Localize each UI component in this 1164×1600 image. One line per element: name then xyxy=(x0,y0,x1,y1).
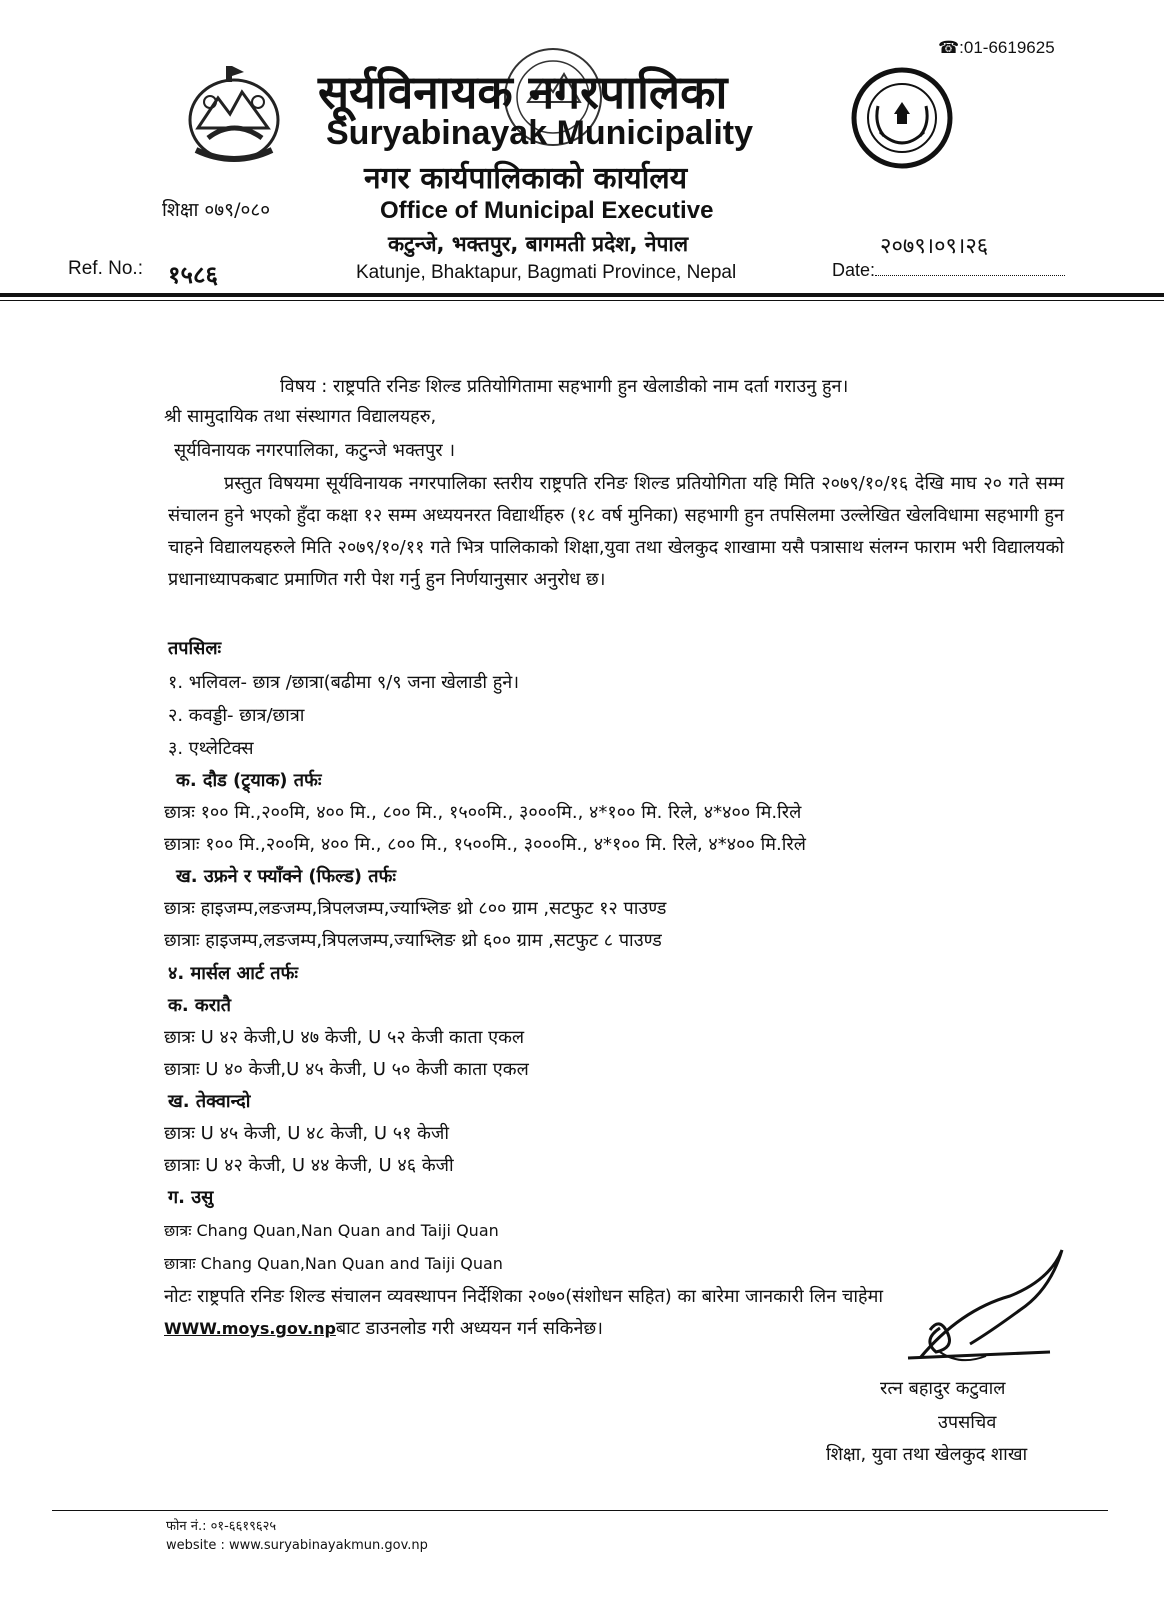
schedule-subheading: ख. उफ्रने र फ्याँक्ने (फिल्ड) तर्फः xyxy=(176,866,397,887)
schedule-subheading: क. करातै xyxy=(168,995,232,1016)
header-rule-thick xyxy=(0,293,1164,297)
schedule-item: ३. एथ्लेटिक्स xyxy=(168,738,254,759)
signatory-section: शिक्षा, युवा तथा खेलकुद शाखा xyxy=(826,1444,1028,1465)
schedule-item: छात्राः Chang Quan,Nan Quan and Taiji Quan xyxy=(164,1254,503,1273)
municipality-name-np: सूर्यविनायक नगरपालिका xyxy=(318,65,728,119)
nepal-emblem-icon xyxy=(178,58,290,168)
signature-icon xyxy=(900,1240,1080,1380)
note-line-2 xyxy=(164,1316,603,1340)
date-value: २०७९।०९।२६ xyxy=(880,234,989,259)
footer-website[interactable]: website : www.suryabinayakmun.gov.np xyxy=(166,1538,428,1553)
schedule-item: छात्रः Chang Quan,Nan Quan and Taiji Quan xyxy=(164,1221,499,1240)
schedule-item: छात्राः १०० मि.,२००मि, ४०० मि., ८०० मि., १५००मि., ३०००मि., ४*१०० मि. रिले, ४*४०० मि.रिले xyxy=(164,834,806,855)
schedule-item: छात्रः U ४५ केजी, U ४८ केजी, U ५१ केजी xyxy=(164,1123,449,1144)
header-rule-thin xyxy=(0,300,1164,301)
recipient-line-1: श्री सामुदायिक तथा संस्थागत विद्यालयहरु, xyxy=(164,406,437,427)
schedule-subheading: ख. तेक्वान्दो xyxy=(168,1091,251,1112)
ref-number: १५८६ xyxy=(168,261,218,289)
schedule-item: छात्रः U ४२ केजी,U ४७ केजी, U ५२ केजी काता एकल xyxy=(164,1027,525,1048)
note-line-2-text: बाट डाउनलोड गरी अध्ययन गर्न सकिनेछ। xyxy=(335,1318,603,1339)
fiscal-ref: शिक्षा ०७९/०८० xyxy=(162,199,271,221)
schedule-subheading: क. दौड (ट्र्याक) तर्फः xyxy=(176,770,322,791)
schedule-item: २. कवड्डी- छात्र/छात्रा xyxy=(168,705,305,726)
moys-link[interactable]: WWW.moys.gov.np xyxy=(164,1319,336,1338)
ref-label: Ref. No.: xyxy=(68,258,143,279)
signatory-designation: उपसचिव xyxy=(938,1412,997,1433)
footer-rule xyxy=(52,1510,1108,1511)
municipality-logo-icon xyxy=(850,66,954,170)
address-np: कटुन्जे, भक्तपुर, बागमती प्रदेश, नेपाल xyxy=(388,232,689,256)
address-en: Katunje, Bhaktapur, Bagmati Province, Nepal xyxy=(356,262,737,283)
schedule-item: छात्रः हाइजम्प,लङजम्प,त्रिपलजम्प,ज्याभ्लिङ थ्रो ८०० ग्राम ,सटफुट १२ पाउण्ड xyxy=(164,898,667,919)
schedule-item: छात्राः हाइजम्प,लङजम्प,त्रिपलजम्प,ज्याभ्लिङ थ्रो ६०० ग्राम ,सटफुट ८ पाउण्ड xyxy=(164,930,662,951)
subject-line: विषय : राष्ट्रपति रनिङ शिल्ड प्रतियोगितामा सहभागी हुन खेलाडीको नाम दर्ता गराउनु हुन। xyxy=(280,376,849,397)
office-name-en: Office of Municipal Executive xyxy=(380,197,714,224)
office-name-np: नगर कार्यपालिकाको कार्यालय xyxy=(364,161,688,196)
date-dotted-line xyxy=(875,261,1065,276)
schedule-item: १. भलिवल- छात्र /छात्रा(बढीमा ९/९ जना खेलाडी हुने। xyxy=(168,672,520,693)
date-field xyxy=(832,260,1065,281)
body-paragraph: प्रस्तुत विषयमा सूर्यविनायक नगरपालिका स्तरीय राष्ट्रपति रनिङ शिल्ड प्रतियोगिता यहि मिति २०७९/१०/१६ देखि माघ २० गते सम्म संचालन हुने भएको हुँदा कक्षा १२ सम्म अध्ययनरत विद्यार्थीहरु (१८ वर्ष मुनिका) सहभागी हुन तपसिलमा उल्लेखित खेलविधामा सहभागी हुन चाहने विद्यालयहरुले मिति २०७९/१०/११ गते भित्र पालिकाको शिक्षा,युवा तथा खेलकुद शाखामा यसै पत्रासाथ संलग्न फाराम भरी विद्यालयको प्रधानाध्यापकबाट प्रमाणित गरी पेश गर्नु हुन निर्णयानुसार अनुरोध छ। xyxy=(168,473,1064,590)
footer-phone: फोन नं.: ०१-६६१९६२५ xyxy=(166,1519,277,1534)
signatory-name: रत्न बहादुर कटुवाल xyxy=(880,1378,1006,1399)
municipality-name-en: Suryabinayak Municipality xyxy=(326,114,754,152)
header-phone: ☎:01-6619625 xyxy=(938,38,1055,57)
schedule-heading: तपसिलः xyxy=(168,638,222,659)
schedule-item: छात्रः १०० मि.,२००मि, ४०० मि., ८०० मि., १५००मि., ३०००मि., ४*१०० मि. रिले, ४*४०० मि.रिले xyxy=(164,802,802,823)
note-line-1: नोटः राष्ट्रपति रनिङ शिल्ड संचालन व्यवस्थापन निर्देशिका २०७०(संशोधन सहित) का बारेमा जानकारी लिन चाहेमा xyxy=(164,1286,884,1307)
schedule-item: छात्राः U ४२ केजी, U ४४ केजी, U ४६ केजी xyxy=(164,1155,454,1176)
date-label: Date: xyxy=(832,260,876,280)
schedule-item: छात्राः U ४० केजी,U ४५ केजी, U ५० केजी काता एकल xyxy=(164,1059,529,1080)
recipient-line-2: सूर्यविनायक नगरपालिका, कटुन्जे भक्तपुर । xyxy=(174,440,456,461)
schedule-subheading: ४. मार्सल आर्ट तर्फः xyxy=(168,963,299,984)
schedule-subheading: ग. उसु xyxy=(168,1187,214,1208)
